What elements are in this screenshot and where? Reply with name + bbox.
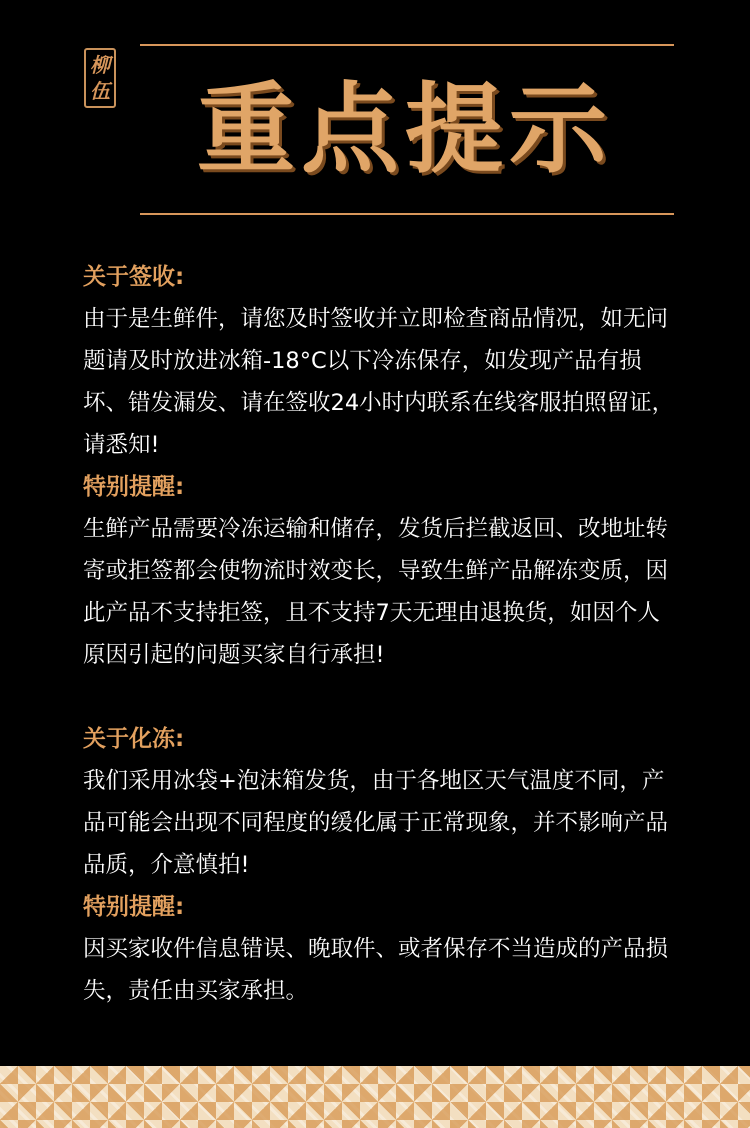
section-line: 坏、错发漏发、请在签收24小时内联系在线客服拍照留证， — [83, 390, 675, 416]
section-line: 品可能会出现不同程度的缓化属于正常现象，并不影响产品 — [83, 810, 669, 836]
section-line: 我们采用冰袋+泡沫箱发货，由于各地区天气温度不同，产 — [83, 768, 665, 794]
page-title: 重点提示 — [196, 73, 613, 187]
section-line: 题请及时放进冰箱-18°C以下冷冻保存，如发现产品有损 — [83, 348, 642, 374]
section-special-reminder-1 — [83, 466, 719, 676]
section-line: 原因引起的问题买家自行承担! — [83, 642, 385, 668]
section-thawing — [83, 718, 719, 886]
section-line: 生鲜产品需要冷冻运输和储存，发货后拦截返回、改地址转 — [83, 516, 669, 542]
top-divider — [140, 44, 674, 46]
section-line: 品质，介意慎拍! — [83, 852, 250, 878]
section-spacer — [83, 676, 719, 718]
section-special-reminder-2 — [83, 886, 719, 1012]
section-line: 请悉知! — [83, 432, 160, 458]
section-line: 寄或拒签都会使物流时效变长，导致生鲜产品解冻变质，因 — [83, 558, 669, 584]
notice-content — [83, 256, 719, 1012]
section-heading: 特别提醒: — [83, 474, 185, 500]
section-heading: 关于化冻: — [83, 726, 185, 752]
section-heading: 关于签收: — [83, 264, 185, 290]
section-line: 由于是生鲜件，请您及时签收并立即检查商品情况，如无问 — [83, 306, 669, 332]
decorative-plaid-footer — [0, 1066, 750, 1128]
brand-seal-logo — [84, 48, 116, 108]
bottom-divider — [140, 213, 674, 215]
seal-char-1: 柳 — [90, 53, 110, 77]
section-signing — [83, 256, 719, 466]
section-heading: 特别提醒: — [83, 894, 185, 920]
section-line: 失，责任由买家承担。 — [83, 978, 309, 1004]
section-line: 此产品不支持拒签，且不支持7天无理由退换货，如因个人 — [83, 600, 660, 626]
seal-char-2: 伍 — [90, 79, 110, 103]
section-line: 因买家收件信息错误、晚取件、或者保存不当造成的产品损 — [83, 936, 669, 962]
